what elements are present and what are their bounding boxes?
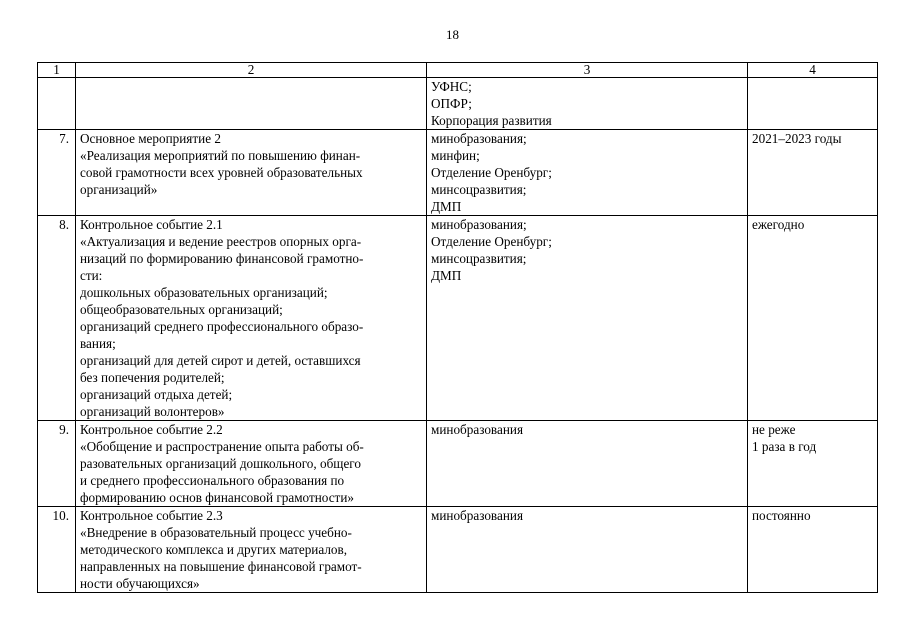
event-description-cell xyxy=(76,130,427,216)
event-description-line: формированию основ финансовой грамотности» xyxy=(80,490,354,505)
row-number: 9. xyxy=(38,421,76,507)
event-description-line: организаций» xyxy=(80,182,158,197)
event-description-line: ности обучающихся» xyxy=(80,576,200,591)
page-number: 18 xyxy=(446,27,459,42)
term-line: 1 раза в год xyxy=(752,439,817,454)
term-line: ежегодно xyxy=(752,217,805,232)
column-header: 1 xyxy=(38,63,76,78)
column-header: 3 xyxy=(427,63,748,78)
term-cell xyxy=(748,216,878,421)
executors-line: ДМП xyxy=(431,268,462,283)
event-description-line: без попечения родителей; xyxy=(80,370,225,385)
term-cell xyxy=(748,507,878,593)
table-row xyxy=(38,216,878,421)
row-number: 10. xyxy=(38,507,76,593)
term-line: 2021–2023 годы xyxy=(752,131,842,146)
term-line: постоянно xyxy=(752,508,811,523)
table-row xyxy=(38,507,878,593)
event-description-cell xyxy=(76,507,427,593)
executors-line: минобразования; xyxy=(431,217,527,232)
table-row xyxy=(38,130,878,216)
executors-cell xyxy=(427,507,748,593)
event-description-line: вания; xyxy=(80,336,116,351)
executors-line: ДМП xyxy=(431,199,462,214)
event-description-line: организаций волонтеров» xyxy=(80,404,225,419)
executors-line: минобразования; xyxy=(431,131,527,146)
event-description-line: дошкольных образовательных организаций; xyxy=(80,285,328,300)
executors-cell xyxy=(427,216,748,421)
event-description-line: совой грамотности всех уровней образовательных xyxy=(80,165,363,180)
executors-line: Отделение Оренбург; xyxy=(431,234,552,249)
term-cell xyxy=(748,78,878,130)
column-header: 4 xyxy=(748,63,878,78)
event-description-line: и среднего профессионального образования по xyxy=(80,473,345,488)
event-description-line: «Реализация мероприятий по повышению финан- xyxy=(80,148,361,163)
executors-cell xyxy=(427,130,748,216)
event-description-cell xyxy=(76,78,427,130)
event-description-cell xyxy=(76,421,427,507)
term-cell xyxy=(748,130,878,216)
event-description-line: Контрольное событие 2.2 xyxy=(80,422,223,437)
executors-line: минсоцразвития; xyxy=(431,251,527,266)
event-description-line: общеобразовательных организаций; xyxy=(80,302,283,317)
event-description-line: низаций по формированию финансовой грамотно- xyxy=(80,251,364,266)
event-description-line: сти: xyxy=(80,268,103,283)
executors-line: минфин; xyxy=(431,148,480,163)
executors-line: УФНС; xyxy=(431,79,472,94)
row-number: 7. xyxy=(38,130,76,216)
event-description-line: «Внедрение в образовательный процесс учебно- xyxy=(80,525,352,540)
event-description-line: методического комплекса и других материалов, xyxy=(80,542,348,557)
event-description-line: «Обобщение и распространение опыта работы об- xyxy=(80,439,364,454)
table-row xyxy=(38,78,878,130)
executors-cell xyxy=(427,421,748,507)
table-row xyxy=(38,421,878,507)
column-number-row xyxy=(38,63,878,78)
event-description-line: Контрольное событие 2.3 xyxy=(80,508,223,523)
event-description-line: организаций отдыха детей; xyxy=(80,387,233,402)
event-description-line: «Актуализация и ведение реестров опорных орга- xyxy=(80,234,362,249)
event-description-line: направленных на повышение финансовой грамот- xyxy=(80,559,362,574)
executors-line: Корпорация развития xyxy=(431,113,552,128)
term-cell xyxy=(748,421,878,507)
executors-line: минобразования xyxy=(431,508,524,523)
event-description-line: организаций для детей сирот и детей, оставшихся xyxy=(80,353,361,368)
row-number: 8. xyxy=(38,216,76,421)
row-number xyxy=(38,78,76,130)
event-description-line: организаций среднего профессионального образо- xyxy=(80,319,364,334)
executors-cell xyxy=(427,78,748,130)
event-description-line: Основное мероприятие 2 xyxy=(80,131,221,146)
executors-line: ОПФР; xyxy=(431,96,472,111)
executors-line: минобразования xyxy=(431,422,524,437)
executors-line: Отделение Оренбург; xyxy=(431,165,552,180)
executors-line: минсоцразвития; xyxy=(431,182,527,197)
event-description-line: Контрольное событие 2.1 xyxy=(80,217,223,232)
event-description-cell xyxy=(76,216,427,421)
term-line: не реже xyxy=(752,422,796,437)
measures-table xyxy=(37,62,878,593)
event-description-line: разовательных организаций дошкольного, общего xyxy=(80,456,361,471)
column-header: 2 xyxy=(76,63,427,78)
